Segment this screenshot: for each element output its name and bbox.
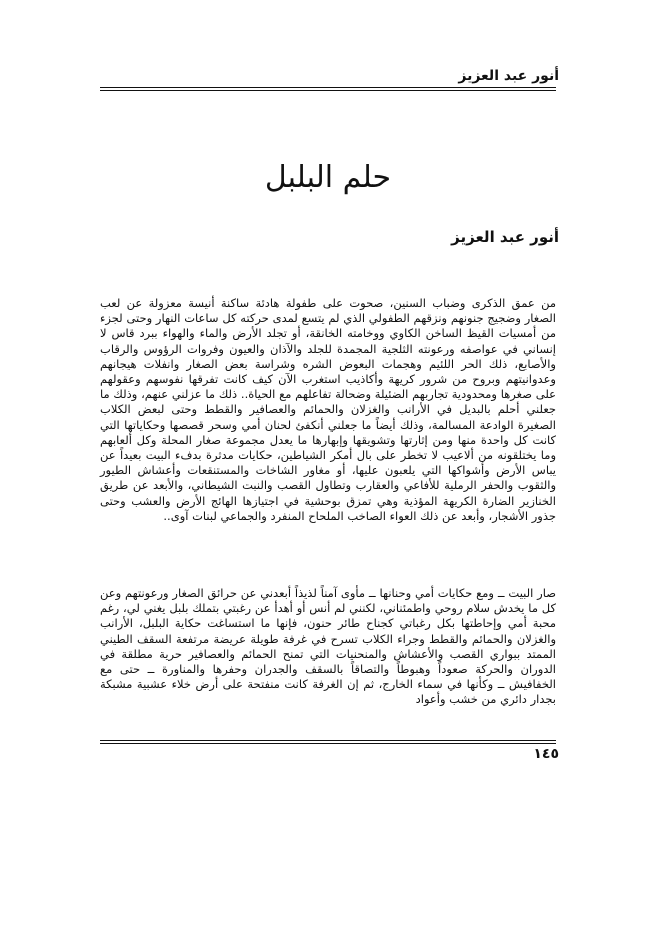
story-author: أنور عبد العزيز [451, 228, 559, 246]
body-paragraph-1: من عمق الذكرى وضباب السنين، صحوت على طفولة هادئة ساكنة أنيسة معزولة عن لعب الصغار وضجيج جنونهم ونزقهم الطفولي الذي لم يتسع لمدى حركته كل ساعات النهار وحتى لجزء من أمسيات القيظ الساخن الكاوي ووخامته الخانقة، أو تجلد الأرض والماء والهواء ببرد قاس لا إنساني في عواصفه ورعونته الثلجية المجمدة للجلد والآذان والعيون وفروات الرؤوس والرقاب والأصابع، ذلك الحر اللئيم وهجمات البعوض الشره وشراسة بعض الصغار وانفلات هيجانهم وعدوانيتهم وبروح من شرور كريهة وأكاذيب استغرب الآن كيف كانت تفرقها نفوسهم وعقولهم على صغرها ومحدودية تجاربهم الضئيلة وضحالة تفاعلهم مع الحياة.. ذلك ما عزلني عنهم، وذلك ما جعلني أحلم بالبديل في الأرانب والغزلان والحمائم والعصافير والقطط وحتى لبعض الكلاب الصغيرة الوادعة المسالمة، وذلك أيضاً ما جعلني أنكفئ لحنان أمي وسحر قصصها وحكاياتها التي كانت كل واحدة منها ومن إثارتها وتشويقها وإبهارها ما يعدل مجموعة صغار المحلة وكل ألعابهم وما يختلقونه من ألاعيب لا تخطر على بال أمكر الشياطين، حكايات مدثرة بدفء البيت بعيداً عن يباس الأرض وأشواكها التي يلعبون عليها، أو مغاور الشاخات والمستنقعات وأعشاش الطيور والثقوب والحفر الرملية للأفاعي والعقارب وتطاول القصب والنبت الشيطاني، والأبعد عن طريق الخنازير الضارة الكريهة المؤذية وهي تمزق بوحشية في اجتيازها الهائج الأرض والعشب وحتى جذور الأشجار، وأبعد عن ذلك العواء الصاخب الملحاح المنفرد والجماعي لبنات آوى.. [100, 296, 556, 523]
body-paragraph-2: صار البيت ــ ومع حكايات أمي وحنانها ــ مأوى آمناً لذيذاً أبعدني عن حرائق الصغار ورعونتهم وعن كل ما يخدش سلام روحي واطمئناني، لكنني لم أنس أو أهدأ عن رغبتي بتملك بلبل يغني لي، رغم محبة أمي وإحاطتها بكل رغباتي كجناح طائر حنون، فإنها ما استساغت حكاية البلبل، الأرانب والغزلان والحمائم والقطط وجراء الكلاب تسرح في غرفة طويلة عريضة مرتفعة السقف الطيني الممتد ببواري القصب والأعشاش والمنحنيات التي تمنح الحمائم والعصافير حرية مطلقة في الدوران والحركة صعوداً وهبوطاً والتصاقاً بالسقف والجدران وحفرها والمناورة ــ حتى مع الخفافيش ــ وكأنها في سماء الخارج، ثم إن الغرفة كانت منفتحة على أرض خلاء عشبية مشبكة بجدار دائري من خشب وأعواد [100, 586, 556, 707]
running-header-author: أنور عبد العزيز [458, 68, 559, 84]
header-rule-bottom [100, 90, 556, 91]
page-number: ١٤٥ [533, 746, 559, 762]
footer-rule-top [100, 740, 556, 741]
story-title: حلم البلبل [264, 160, 392, 195]
footer-rule-bottom [100, 743, 556, 744]
header-rule-top [100, 87, 556, 88]
